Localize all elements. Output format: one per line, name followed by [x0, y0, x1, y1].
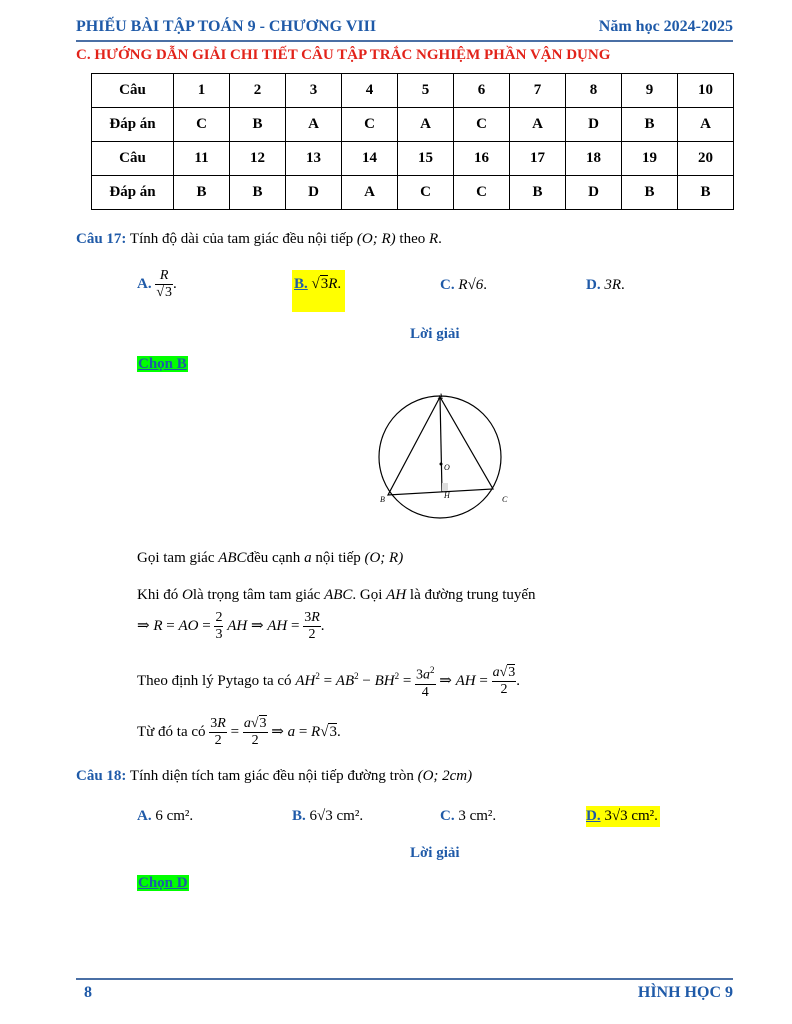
table-cell: B [230, 176, 286, 210]
option-value: √3R. [311, 276, 342, 292]
table-cell: 1 [174, 74, 230, 108]
question-theo: theo [399, 231, 426, 247]
text: Khi đó [137, 587, 179, 603]
solution-line-1 [137, 550, 403, 567]
radius-symbol: R [428, 231, 439, 247]
option-value: R√6 [458, 277, 484, 293]
label-a: A [438, 392, 443, 401]
option-letter: D. [586, 808, 601, 824]
chosen-answer: Chọn D [138, 875, 188, 891]
text: Theo định lý Pytago ta có [137, 672, 292, 689]
table-cell: B [678, 176, 734, 210]
math: (O; R) [364, 550, 404, 566]
math: ABC [324, 587, 353, 603]
table-cell: C [174, 108, 230, 142]
math: O [182, 587, 193, 603]
table-cell: B [230, 108, 286, 142]
table-cell: B [622, 108, 678, 142]
option-letter: B. [292, 808, 306, 824]
label-h: H [444, 491, 450, 500]
text: Từ đó ta có [137, 723, 206, 740]
table-cell: C [454, 176, 510, 210]
table-cell: B [622, 176, 678, 210]
center-point [440, 463, 443, 466]
table-cell: A [398, 108, 454, 142]
table-cell: 7 [510, 74, 566, 108]
header-year: Năm học 2024-2025 [598, 18, 733, 35]
table-cell: 18 [566, 142, 622, 176]
chosen-answer: Chọn B [138, 356, 187, 372]
table-cell: D [286, 176, 342, 210]
table-cell: 19 [622, 142, 678, 176]
option-c[interactable]: C. 3 cm². [440, 808, 497, 824]
section-title: C. HƯỚNG DẪN GIẢI CHI TIẾT CÂU TẬP TRẮC NGHIỆM PHẦN VẬN DỤNG [76, 47, 611, 63]
text: Gọi tam giác [137, 550, 215, 566]
page-number: 8 [84, 984, 92, 1001]
option-a[interactable]: A. 6 cm². [137, 808, 194, 824]
table-cell: Đáp án [92, 108, 174, 142]
table-cell: A [510, 108, 566, 142]
triangle-figure [370, 392, 520, 527]
table-cell: 6 [454, 74, 510, 108]
option-d[interactable]: D. 3R. [586, 277, 625, 293]
option-letter: A. [137, 808, 152, 824]
option-value: 3 cm² [458, 808, 493, 824]
option-letter: C. [440, 277, 455, 293]
option-value: 6√3 cm² [309, 808, 360, 824]
option-b[interactable]: B. 6√3 cm². [292, 808, 364, 824]
table-cell: 8 [566, 74, 622, 108]
option-c[interactable]: C. R√6. [440, 277, 487, 293]
option-value: 3√3 cm² [604, 808, 655, 824]
table-cell: 13 [286, 142, 342, 176]
option-b[interactable] [292, 270, 345, 312]
question-text: Tính độ dài của tam giác đều nội tiếp [129, 231, 354, 247]
table-cell: D [566, 108, 622, 142]
question-label: Câu 18: [76, 768, 127, 784]
table-cell: A [678, 108, 734, 142]
answer-table [91, 73, 734, 210]
option-d[interactable]: D. 3√3 cm². [586, 806, 660, 827]
option-letter: C. [440, 808, 455, 824]
header-title: PHIẾU BÀI TẬP TOÁN 9 - CHƯƠNG VIII [76, 18, 377, 35]
table-cell: 16 [454, 142, 510, 176]
table-cell: 20 [678, 142, 734, 176]
table-cell: A [286, 108, 342, 142]
solution-heading: Lời giải [410, 845, 460, 861]
option-a[interactable]: A. $\frac{R}{√3}$ . [137, 268, 177, 300]
label-b: B [380, 495, 385, 504]
table-cell: Đáp án [92, 176, 174, 210]
question-18 [76, 768, 472, 785]
page-header [76, 16, 733, 42]
table-cell: 5 [398, 74, 454, 108]
question-text: Tính diện tích tam giác đều nội tiếp đường tròn [129, 768, 414, 784]
table-row [92, 176, 734, 210]
right-angle-mark [442, 483, 448, 491]
solution-line-3: ⇒ R = AO = $\frac{2}{3}$ AH ⇒ AH = $\frac{3R}{2}$ . [137, 610, 325, 642]
option-letter: D. [586, 277, 601, 293]
text: là đường trung tuyến [409, 587, 536, 603]
text: nội tiếp [315, 550, 361, 566]
option-letter: B. [294, 276, 308, 292]
table-cell: C [398, 176, 454, 210]
label-c: C [502, 495, 508, 504]
circle-notation: (O; 2cm) [417, 768, 473, 784]
circle-notation: (O; R) [356, 231, 396, 247]
table-cell: 10 [678, 74, 734, 108]
solution-line-4: Theo định lý Pytago ta có $AH^2 = AB^2 - BH^2$ = $\frac{3a^2}{4}$ ⇒ AH = $\frac{a√3}{2}$ . [137, 662, 520, 701]
table-row [92, 74, 734, 108]
math: ABC [218, 550, 247, 566]
table-cell: 14 [342, 142, 398, 176]
option-letter: A. [137, 275, 152, 292]
table-cell: B [510, 176, 566, 210]
median-ah [440, 397, 442, 492]
table-cell: Câu [92, 74, 174, 108]
table-cell: D [566, 176, 622, 210]
footer-title: HÌNH HỌC 9 [637, 984, 733, 1001]
page-footer [76, 978, 733, 1004]
text: . Gọi [352, 587, 383, 603]
table-cell: C [342, 108, 398, 142]
solution-line-5: Từ đó ta có $\frac{3R}{2}$ = $\frac{a√3}{2}$ ⇒ a = R√3. [137, 716, 341, 748]
math: a [304, 550, 312, 566]
table-row [92, 142, 734, 176]
table-cell: B [174, 176, 230, 210]
table-cell: 3 [286, 74, 342, 108]
text: đều cạnh [246, 550, 301, 566]
table-cell: A [342, 176, 398, 210]
table-cell: C [454, 108, 510, 142]
fraction: $\frac{R}{√3}$ [156, 268, 173, 300]
table-cell: 12 [230, 142, 286, 176]
question-label: Câu 17: [76, 231, 127, 247]
solution-line-2 [137, 587, 536, 604]
math: AH [386, 587, 407, 603]
table-cell: 17 [510, 142, 566, 176]
table-cell: 9 [622, 74, 678, 108]
solution-heading: Lời giải [410, 326, 460, 342]
question-17: Câu 17: Tính độ dài của tam giác đều nội tiếp (O; R) theo R. [76, 231, 442, 247]
option-value: 3R [604, 277, 622, 293]
table-cell: 4 [342, 74, 398, 108]
label-o: O [444, 463, 450, 472]
table-cell: 2 [230, 74, 286, 108]
table-cell: Câu [92, 142, 174, 176]
text: là trọng tâm tam giác [192, 587, 321, 603]
table-cell: 15 [398, 142, 454, 176]
table-row [92, 108, 734, 142]
option-value: 6 cm² [155, 808, 190, 824]
table-cell: 11 [174, 142, 230, 176]
